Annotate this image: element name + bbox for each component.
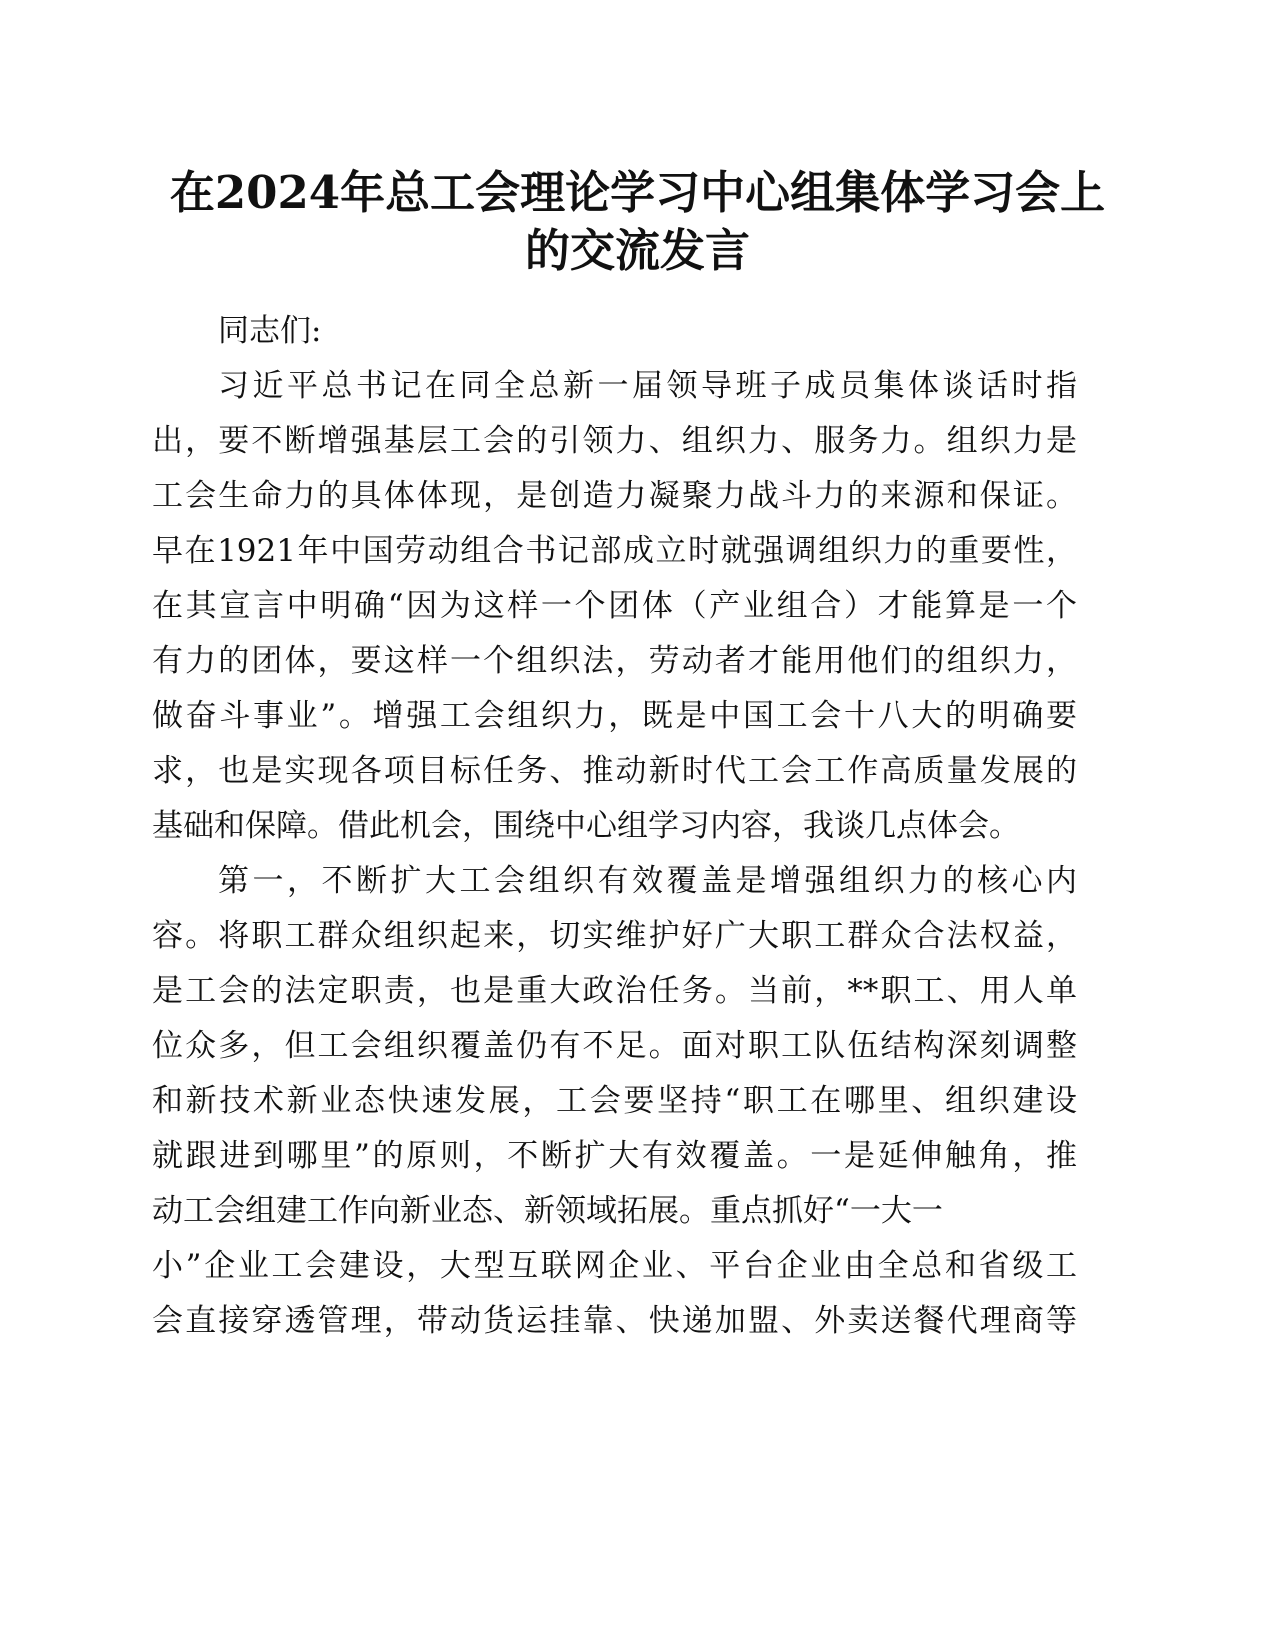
paragraph-line: 第一，不断扩大工会组织有效覆盖是增强组织力的核心内: [218, 863, 1077, 899]
paragraph-line: 就跟进到哪里”的原则，不断扩大有效覆盖。一是延伸触角，推: [152, 1138, 1077, 1174]
document-title-line-2: 的交流发言: [524, 224, 750, 277]
paragraph-line: 动工会组建工作向新业态、新领域拓展。重点抓好“一大一: [152, 1193, 943, 1229]
paragraph-line: 在其宣言中明确“因为这样一个团体（产业组合）才能算是一个: [152, 588, 1077, 624]
document-title-line-1: 在2024年总工会理论学习中心组集体学习会上: [169, 166, 1106, 219]
paragraph-line: 基础和保障。借此机会，围绕中心组学习内容，我谈几点体会。: [152, 808, 1020, 844]
paragraph-line: 早在1921年中国劳动组合书记部成立时就强调组织力的重要性，: [152, 533, 1077, 569]
paragraph-line: 会直接穿透管理，带动货运挂靠、快递加盟、外卖送餐代理商等: [152, 1303, 1077, 1339]
paragraph-line: 出，要不断增强基层工会的引领力、组织力、服务力。组织力是: [152, 423, 1077, 459]
paragraph-line: 有力的团体，要这样一个组织法，劳动者才能用他们的组织力，: [152, 643, 1077, 679]
paragraph-line: 和新技术新业态快速发展，工会要坚持“职工在哪里、组织建设: [152, 1083, 1077, 1119]
paragraph-line: 容。将职工群众组织起来，切实维护好广大职工群众合法权益，: [152, 918, 1077, 954]
paragraph-line: 小”企业工会建设，大型互联网企业、平台企业由全总和省级工: [152, 1248, 1077, 1284]
paragraph-line: 求，也是实现各项目标任务、推动新时代工会工作高质量发展的: [152, 753, 1077, 789]
paragraph-line: 位众多，但工会组织覆盖仍有不足。面对职工队伍结构深刻调整: [152, 1028, 1077, 1064]
paragraph-line: 工会生命力的具体体现，是创造力凝聚力战斗力的来源和保证。: [152, 478, 1077, 514]
paragraph-line: 习近平总书记在同全总新一届领导班子成员集体谈话时指: [218, 368, 1077, 404]
paragraph-line: 做奋斗事业”。增强工会组织力，既是中国工会十八大的明确要: [152, 698, 1077, 734]
paragraph-line: 是工会的法定职责，也是重大政治任务。当前，**职工、用人单: [152, 973, 1077, 1009]
salutation: 同志们:: [218, 313, 322, 349]
